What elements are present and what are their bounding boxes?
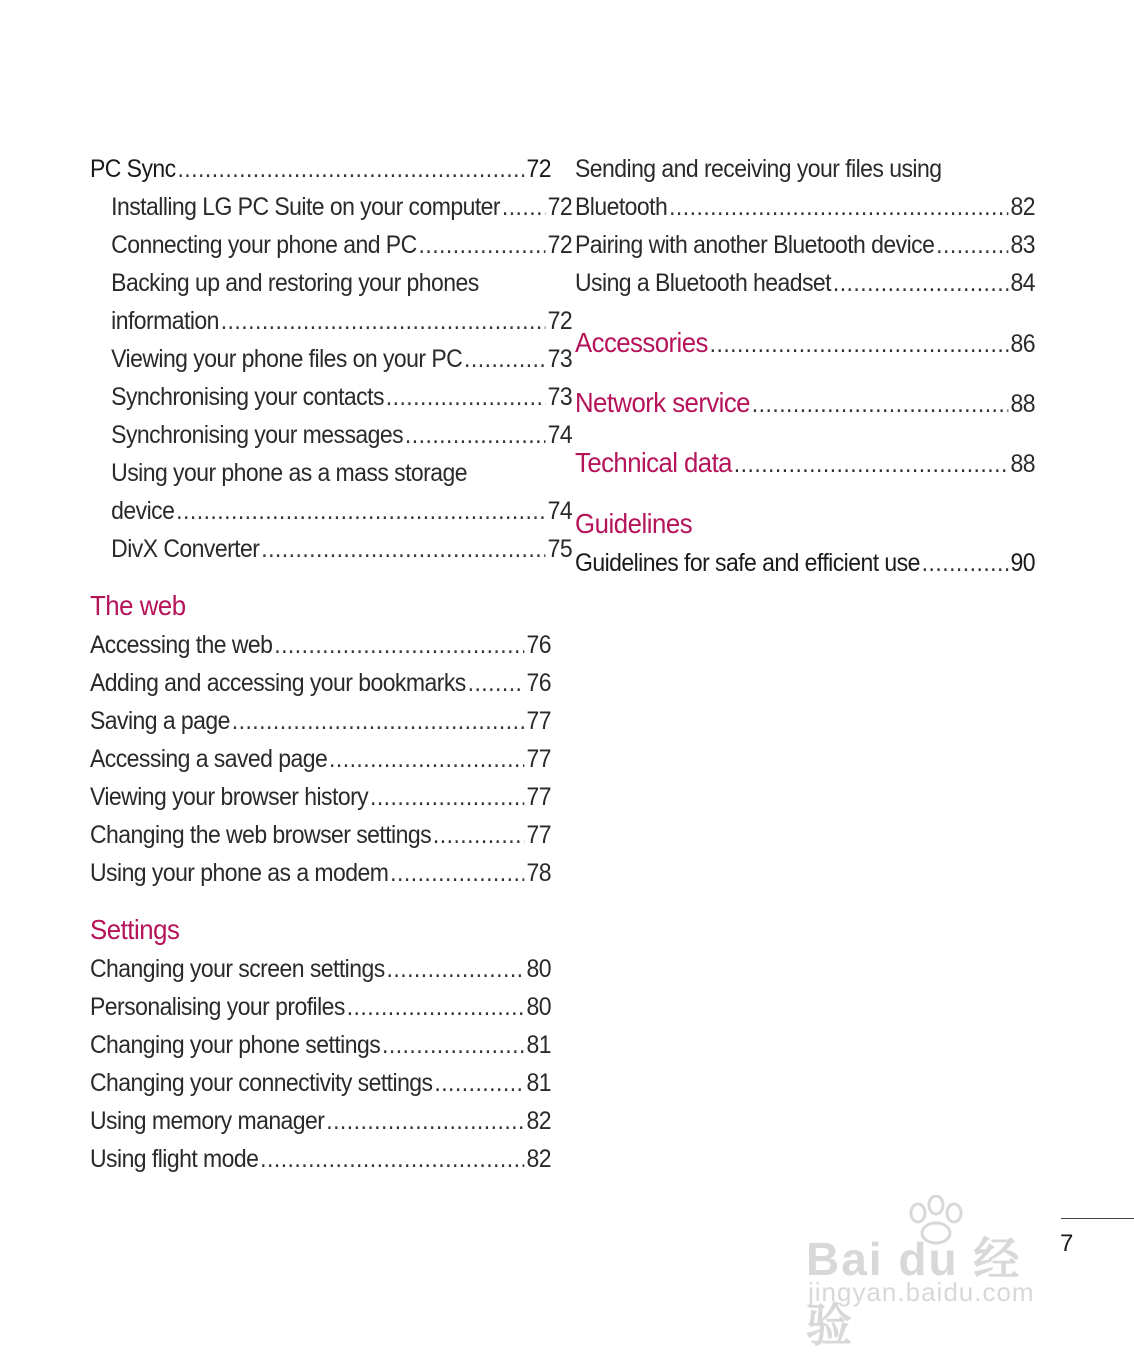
dot-leader <box>734 445 1009 483</box>
dot-leader <box>936 226 1009 264</box>
entry-title: Changing your screen settings <box>90 955 385 983</box>
toc-entry-line1: Backing up and restoring your phones <box>111 269 479 297</box>
entry-page: 82 <box>526 1107 552 1135</box>
section-heading-the-web: The web <box>90 590 186 621</box>
entry-title: Changing your connectivity settings <box>90 1069 433 1097</box>
entry-page: 74 <box>547 497 573 525</box>
entry-title: Viewing your browser history <box>90 783 369 811</box>
toc-entry[interactable] <box>90 626 551 664</box>
watermark-logo: Bai du 经验 <box>806 1233 1022 1351</box>
dot-leader <box>260 1140 525 1178</box>
toc-entry[interactable] <box>90 664 551 702</box>
entry-page: 78 <box>526 859 552 887</box>
entry-title: Pairing with another Bluetooth device <box>575 231 935 259</box>
dot-leader <box>386 378 546 416</box>
toc-entry[interactable] <box>90 188 572 226</box>
watermark <box>806 1195 1068 1351</box>
toc-entry-pc-sync[interactable] <box>90 150 551 188</box>
entry-page: 77 <box>526 707 552 735</box>
toc-entry[interactable] <box>90 302 572 340</box>
entry-title: Using your phone as a modem <box>90 859 389 887</box>
entry-title: device <box>111 497 175 525</box>
spacer <box>575 422 1035 444</box>
dot-leader <box>922 544 1009 582</box>
entry-title: Saving a page <box>90 707 230 735</box>
entry-title: Changing your phone settings <box>90 1031 381 1059</box>
entry-page: 90 <box>1010 549 1036 577</box>
entry-page: 81 <box>526 1069 552 1097</box>
entry-title: DivX Converter <box>111 535 260 563</box>
dot-leader <box>710 325 1009 363</box>
dot-leader <box>502 188 546 226</box>
toc-entry[interactable] <box>90 740 551 778</box>
dot-leader <box>232 702 525 740</box>
entry-page: 72 <box>547 231 573 259</box>
entry-page: 76 <box>526 631 552 659</box>
entry-page: 73 <box>547 345 573 373</box>
section-heading-guidelines: Guidelines <box>575 508 693 539</box>
dot-leader <box>326 1102 524 1140</box>
dot-leader <box>329 740 525 778</box>
entry-title: Technical data <box>575 447 732 478</box>
entry-title: Viewing your phone files on your PC <box>111 345 463 373</box>
entry-title: Installing LG PC Suite on your computer <box>111 193 501 221</box>
toc-entry[interactable] <box>90 778 551 816</box>
toc-entry[interactable] <box>90 416 572 454</box>
toc-entry[interactable] <box>90 226 572 264</box>
toc-right-column <box>575 150 1035 582</box>
entry-page: 73 <box>547 383 573 411</box>
entry-title: Changing the web browser settings <box>90 821 432 849</box>
entry-page: 77 <box>526 821 552 849</box>
entry-page: 81 <box>526 1031 552 1059</box>
dot-leader <box>261 530 546 568</box>
dot-leader <box>387 950 525 988</box>
toc-entry[interactable] <box>575 544 1035 582</box>
toc-entry[interactable] <box>90 950 551 988</box>
dot-leader <box>347 988 525 1026</box>
dot-leader <box>752 385 1009 423</box>
paw-icon <box>896 1195 976 1245</box>
dot-leader <box>434 1064 524 1102</box>
entry-page: 72 <box>547 307 573 335</box>
entry-page: 82 <box>1010 193 1036 221</box>
entry-title: Adding and accessing your bookmarks <box>90 669 466 697</box>
dot-leader <box>464 340 546 378</box>
toc-entry[interactable] <box>90 816 551 854</box>
toc-entry[interactable] <box>90 1026 551 1064</box>
entry-title: Synchronising your contacts <box>111 383 384 411</box>
entry-page: 86 <box>1010 330 1036 358</box>
spacer <box>575 362 1035 384</box>
dot-leader <box>274 626 524 664</box>
toc-entry[interactable] <box>575 226 1035 264</box>
page-number-rule <box>1061 1218 1134 1219</box>
entry-page: 84 <box>1010 269 1036 297</box>
entry-title: Using flight mode <box>90 1145 259 1173</box>
entry-page: 77 <box>526 745 552 773</box>
entry-page: 72 <box>547 193 573 221</box>
toc-entry[interactable] <box>90 854 551 892</box>
toc-entry[interactable] <box>90 1102 551 1140</box>
dot-leader <box>418 226 545 264</box>
toc-entry[interactable] <box>575 264 1035 302</box>
dot-leader <box>433 816 525 854</box>
entry-page: 75 <box>547 535 573 563</box>
toc-entry-line1: Sending and receiving your files using <box>575 155 942 183</box>
entry-title: Using memory manager <box>90 1107 325 1135</box>
entry-title: Network service <box>575 387 750 418</box>
spacer <box>575 302 1035 324</box>
toc-entry[interactable] <box>90 378 572 416</box>
dot-leader <box>390 854 525 892</box>
dot-leader <box>382 1026 525 1064</box>
dot-leader <box>176 492 546 530</box>
dot-leader <box>405 416 546 454</box>
entry-page: 74 <box>547 421 573 449</box>
toc-entry-network-service[interactable] <box>575 384 1035 422</box>
entry-page: 82 <box>526 1145 552 1173</box>
toc-entry-accessories[interactable] <box>575 324 1035 362</box>
dot-leader <box>833 264 1009 302</box>
toc-entry[interactable] <box>90 702 551 740</box>
toc-entry[interactable] <box>90 1140 551 1178</box>
entry-title: Guidelines for safe and efficient use <box>575 549 920 577</box>
toc-entry[interactable] <box>90 492 572 530</box>
entry-page: 76 <box>526 669 552 697</box>
entry-page: 88 <box>1010 450 1036 478</box>
entry-title: Using a Bluetooth headset <box>575 269 832 297</box>
entry-page: 83 <box>1010 231 1036 259</box>
entry-title: PC Sync <box>90 155 176 183</box>
spacer <box>90 568 551 586</box>
toc-entry[interactable] <box>90 340 572 378</box>
entry-title: Connecting your phone and PC <box>111 231 417 259</box>
spacer <box>575 482 1035 504</box>
watermark-url: jingyan.baidu.com <box>808 1277 1035 1307</box>
toc-entry-line1: Using your phone as a mass storage <box>111 459 467 487</box>
section-heading-settings: Settings <box>90 914 180 945</box>
page-number: 7 <box>1060 1230 1074 1257</box>
entry-page: 80 <box>526 993 552 1021</box>
toc-left-column <box>90 150 573 1178</box>
entry-title: Accessing the web <box>90 631 273 659</box>
toc-entry[interactable] <box>90 1064 551 1102</box>
entry-title: information <box>111 307 219 335</box>
dot-leader <box>468 664 525 702</box>
entry-title: Personalising your profiles <box>90 993 345 1021</box>
spacer <box>90 892 551 910</box>
toc-entry[interactable] <box>90 530 572 568</box>
dot-leader <box>370 778 525 816</box>
dot-leader <box>221 302 546 340</box>
entry-title: Bluetooth <box>575 193 668 221</box>
entry-page: 72 <box>526 155 552 183</box>
entry-page: 88 <box>1010 390 1036 418</box>
entry-title: Accessing a saved page <box>90 745 328 773</box>
toc-entry[interactable] <box>90 988 551 1026</box>
toc-entry[interactable] <box>575 188 1035 226</box>
dot-leader <box>669 188 1009 226</box>
entry-title: Synchronising your messages <box>111 421 404 449</box>
dot-leader <box>177 150 524 188</box>
toc-entry-technical-data[interactable] <box>575 444 1035 482</box>
entry-page: 80 <box>526 955 552 983</box>
entry-page: 77 <box>526 783 552 811</box>
entry-title: Accessories <box>575 327 708 358</box>
